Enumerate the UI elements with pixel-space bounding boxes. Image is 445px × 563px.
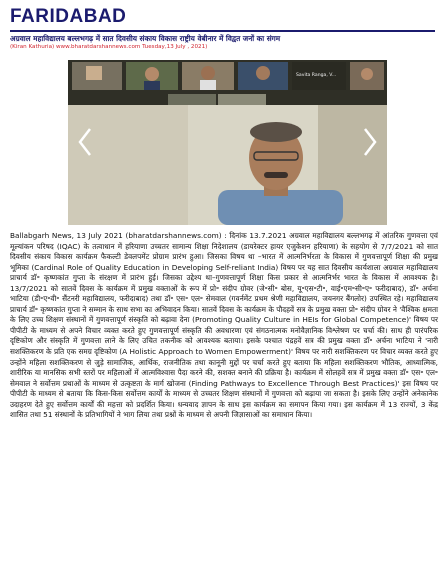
site-brand[interactable]: FARIDABAD xyxy=(10,6,127,27)
article-byline: (Kiran Kathuria) www.bharatdarshannews.com Tuesday,13 July , 2021) xyxy=(10,44,208,50)
brand-divider xyxy=(10,30,435,32)
article-paragraph: Ballabgarh News, 13 July 2021 (bharatdarshannews.com) : दिनांक 13.7.2021 अग्रवाल महाविद्यालय बल्लभगढ़ में आंतरिक गुणवत्ता एवं मूल्यांकन परिषद (IQAC) के तत्वाधान में हरियाणा उच्चतर सामान्य शिक्षा निदेशालय (डायरेक्टर हायर एजुकेशन हरियाणा) के सहयोग से 7/7/2021 को सात दिवसीय संकाय विकास कार्यक्रम फैकल्टी डेवलपमेंट प्रोग्राम प्रारंभ हुआ। जिसका विषय था –भारत में आत्मनिर्भरता के विकास में गुणवत्तापूर्ण शिक्षा की प्रमुख भूमिका (Cardinal Role of Quality Education in Developing Self-reliant India) विषय पर यह सात दिवसीय कार्यशाला अग्रवाल महाविद्यालय प्राचार्य डॉ॰ कृष्णकांत गुप्ता के संरक्षण में प्रारंभ हुई। जिसका उद्देश्य था–गुणवत्तापूर्ण शिक्षा किस प्रकार से आत्मनिर्भर भारत के विकास में आवश्यक है। 13/7/2021 को सातवें दिवस के कार्यक्रम में प्रमुख वक्ताओं के रूप में प्रो॰ संदीप ग्रोवर (जे॰सी॰ बोस, यू॰एस॰टी॰, वाई॰एम॰सी॰ए॰ फरीदाबाद), डॉ॰ अर्चना भाटिया (डी॰ए॰वी॰ सैंटनरी महाविद्यालय, फरीदाबाद) तथा डॉ॰ एस॰ एल॰ सेमवाल (गवर्नमेंट प्रथम श्रेणी महाविद्यालय, जयनगर बैंगलोर) उपस्थित रहे। महाविद्यालय प्राचार्य डॉ॰ कृष्णकांत गुप्ता ने सम्मान के साथ सभा का अभिवादन किया। सातवें दिवस के कार्यक्रम के पौदहवें सत्र के प्रमुख वक्ता प्रो॰ संदीप ग्रोवर ने 'वैश्विक क्षमता के लिए उच्च शिक्षण संस्थानों में गुणवत्तापूर्ण संस्कृति को बढ़ावा देना (Promoting Quality Culture in HEIs for Global Competence)' विषय पर पीपीटी के माध्यम से अपने विचार व्यक्त करते हुए गुणवत्तापूर्ण संस्कृति की अवधारणा एवं संगठनात्मक मनोवैज्ञानिक विश्लेषण पर चर्चा की। साथ ही पारंपरिक दृष्टिकोण और संस्कृति में गुणवत्ता लाने के लिए उचित तकनीक को आवश्यक बताया। इसके पश्चात पंद्रहवें सत्र की प्रमुख वक्ता डॉ॰ अर्चना भाटिया ने 'नारी सशक्तिकरण के प्रति एक समग्र दृष्टिकोण (A Holistic Approach to Women Empowerment)' विषय पर नारी सशक्तिकरण पर विचार व्यक्त करते हुए उन्होंने महिला सशक्तिकरण से जुड़े सामाजिक, आर्थिक, राजनीतिक तथा कानूनी मुद्दों पर चर्चा करते हुए बताया कि महिला सशक्तिकरण भौतिक, आध्यात्मिक, शारीरिक या मानसिक सभी स्तरों पर महिलाओं में आत्मविश्वास पैदा करने की, सशक्त बनाने की प्रक्रिया है। कार्यक्रम में सोलहवें सत्र में प्रमुख वक्ता डॉ॰ एस॰ एल॰ सेमवाल ने सर्वोत्तम प्रथाओं के माध्यम से उत्कृष्टता के मार्ग खोजना (Finding Pathways to Excellence Through Best Practices)' इस विषय पर पीपीटी के माध्यम से बताया कि किस-किस सर्वोत्तम कार्यों के माध्यम से उच्चतर शिक्षण संस्थानों में गुणवत्ता को बढ़ाया जा सकता है। इसके लिए उन्होंने अनेकानेक उदाहरण देते हुए सर्वोत्तम कार्यों की महत्ता को प्रदर्शित किया। धन्यवाद ज्ञापन के साथ इस कार्यक्रम का समापन किया गया। इस कार्यक्रम में 13 राज्यों, 3 केंद्र शासित तथा 51 संस्थानों के प्रतिभागियों ने भाग लिया तथा प्रश्नों के माध्यम से अपनी जिज्ञासाओं का समाधान किया। xyxy=(10,231,438,420)
participant-name-tag: Savita Ranga, V... xyxy=(296,73,337,78)
article-headline[interactable]: अग्रवाल महाविद्यालय बल्लभगढ़ में सात दिवसीय संकाय विकास राष्ट्रीय वेबीनार में विद्वत जनों का संगम xyxy=(10,34,281,43)
chevron-right-icon xyxy=(362,127,378,157)
previous-slide-button[interactable] xyxy=(70,122,100,162)
chevron-left-icon xyxy=(77,127,93,157)
image-slider[interactable] xyxy=(68,60,387,225)
video-call-screenshot xyxy=(68,60,387,225)
participant-strip xyxy=(68,60,387,105)
article-body xyxy=(10,231,438,421)
next-slide-button[interactable] xyxy=(355,122,385,162)
